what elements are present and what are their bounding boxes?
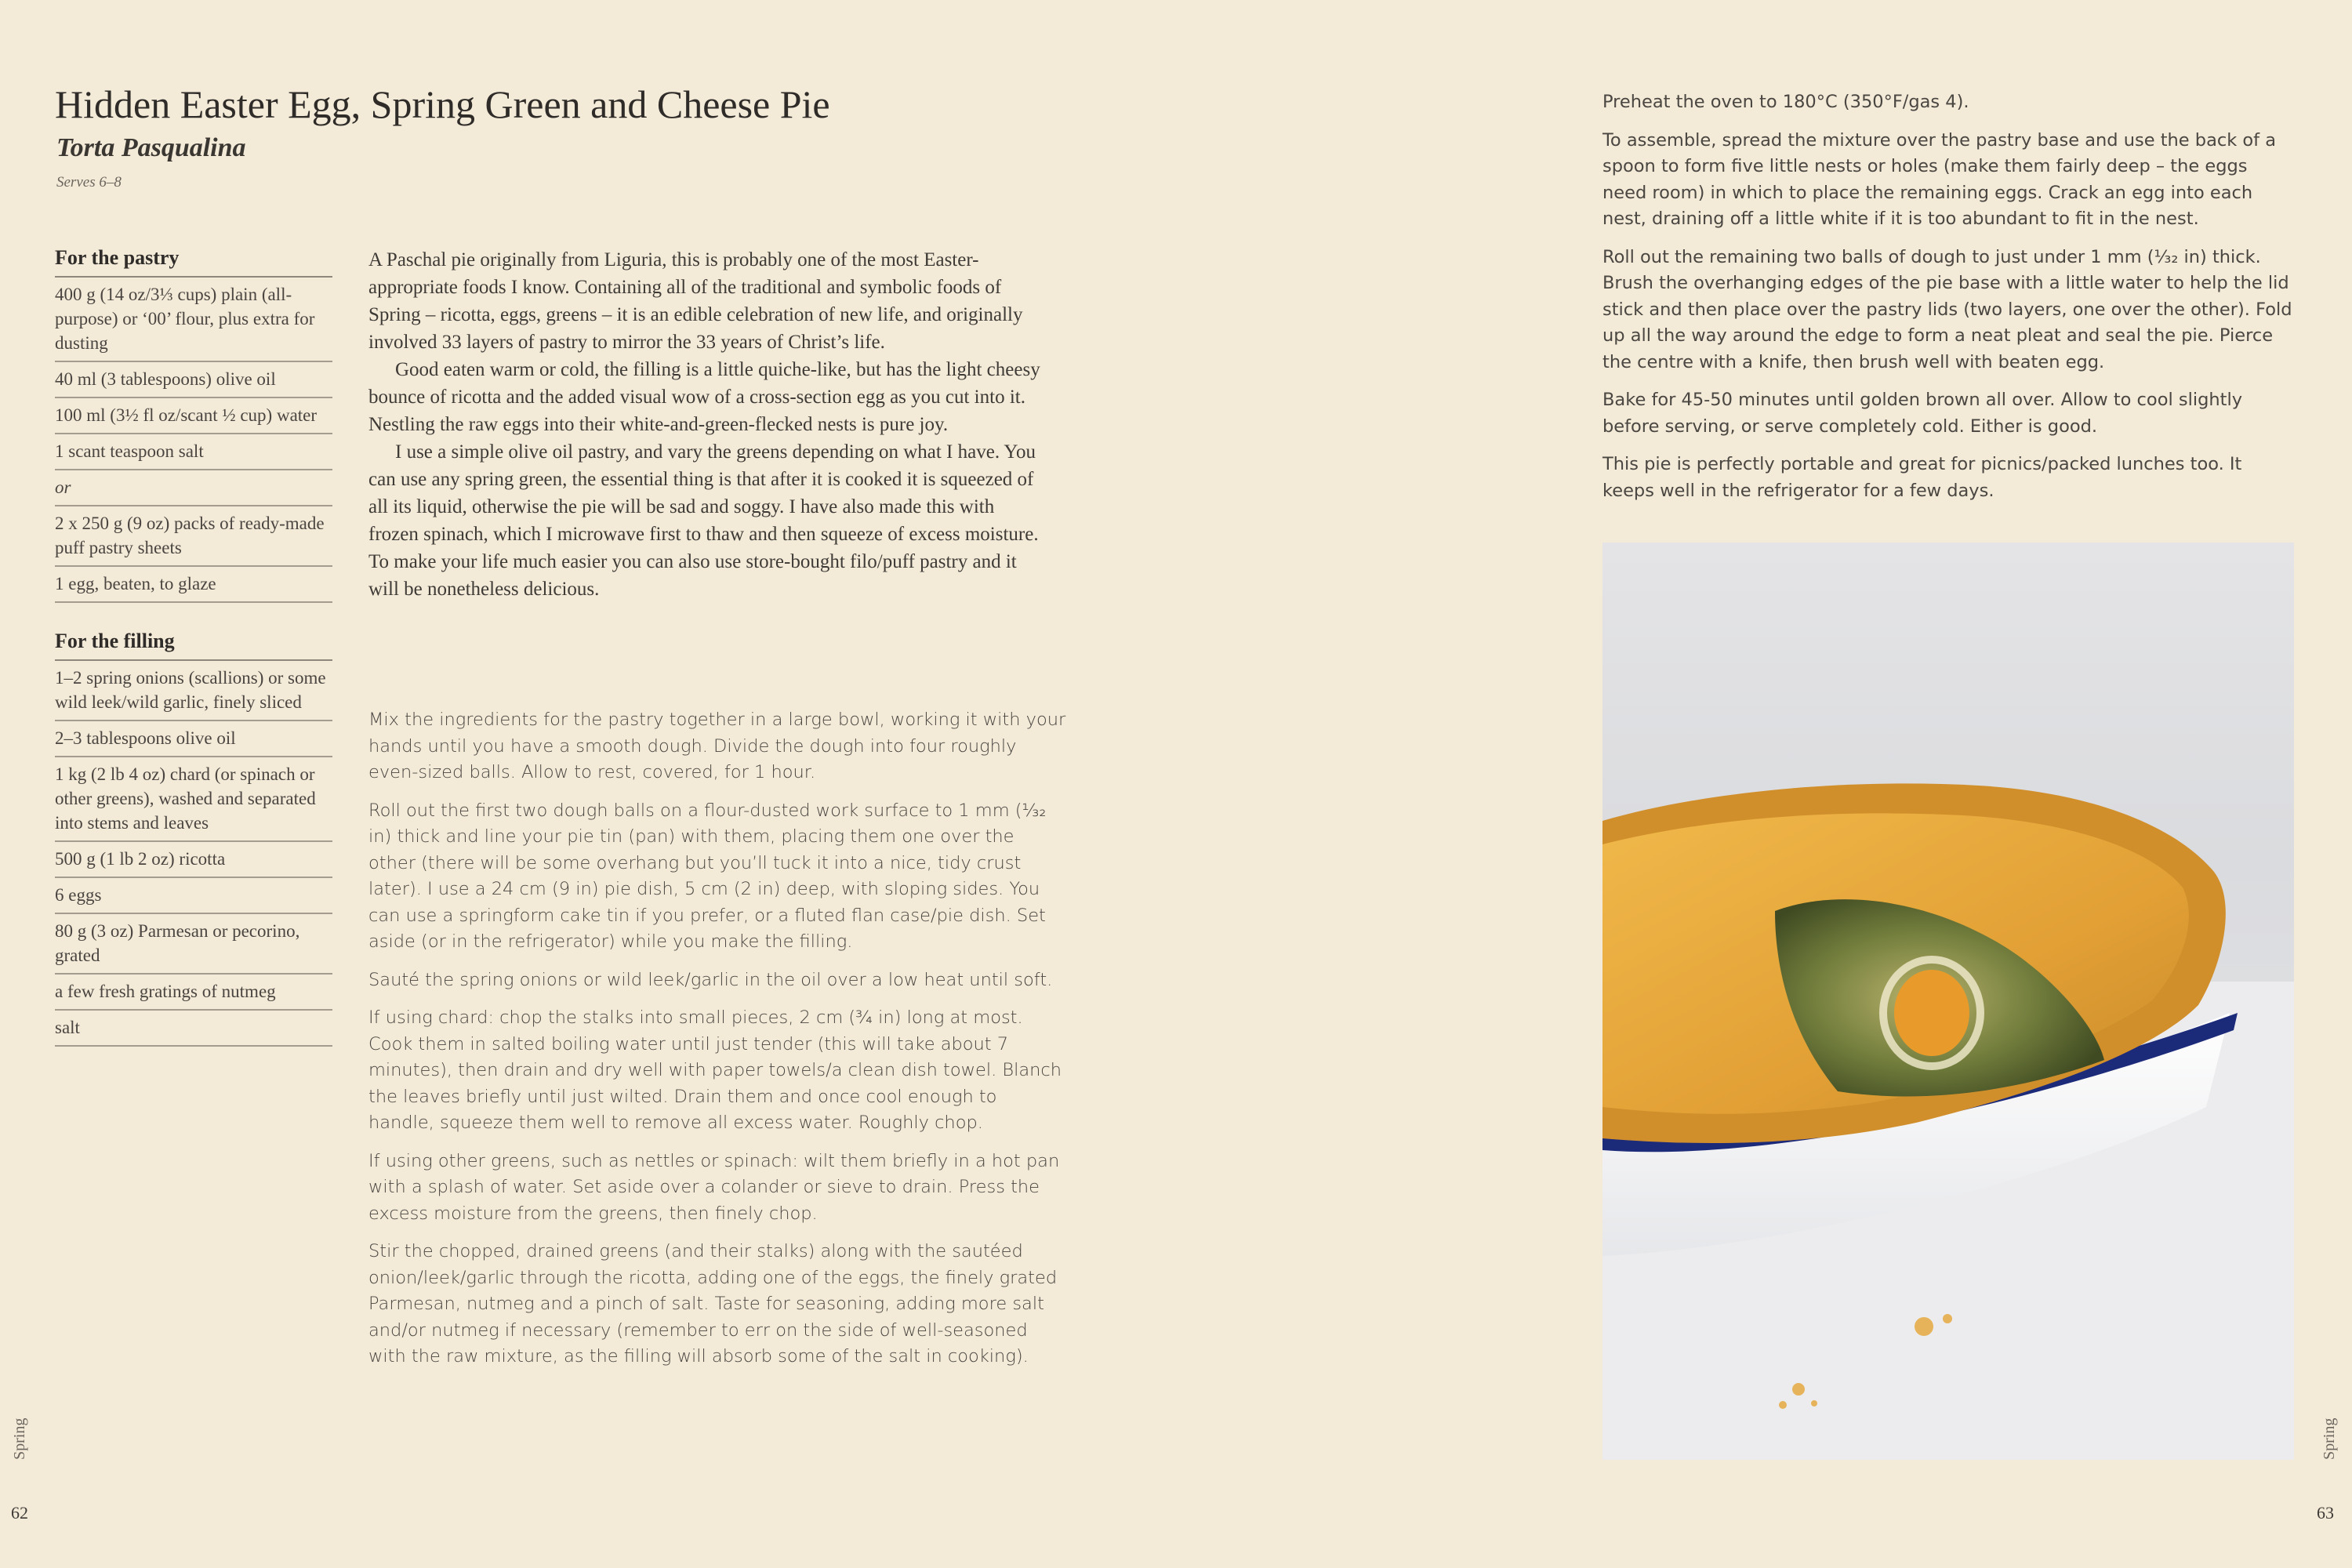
ingredient-item: 80 g (3 oz) Parmesan or pecorino, grated [55,914,332,975]
section-tab-right: Spring [2321,1417,2338,1460]
method-step: Roll out the remaining two balls of dough to just under 1 mm (¹⁄₃₂ in) thick. Brush the overhanging edges of the pie base with a little water to help the lid stick and then place over the pastry lids (two layers, one over the other). Fold up all the way around the edge to form a neat pleat and seal the pie. Pierce the centre with a knife, then brush well with beaten egg. [1602,246,2292,372]
method-step: Stir the chopped, drained greens (and their stalks) along with the sautéed onion/leek/garlic through the ricotta, adding one of the eggs, the finely grated Parmesan, nutmeg and a pinch of salt. Taste for seasoning, adding more salt and/or nutmeg if necessary (remember to err on the side of well-seasoned with the raw mixture, as the filling will absorb some of the salt in cooking). [368,1241,1058,1367]
pastry-heading: For the pastry [55,243,332,278]
hidden-egg [1894,970,1969,1056]
crumb [1811,1400,1817,1406]
intro-paragraph: A Paschal pie originally from Liguria, this is probably one of the most Easter-appropriate foods I know. Containing all of the traditional and symbolic foods of Spring – ricotta, eggs, greens – it is an edible celebration of new life, and originally involved 33 layers of pastry to mirror the 33 years of Christ’s life. [368,249,1023,353]
ingredient-item: salt [55,1011,332,1047]
crumb [1915,1317,1933,1336]
method-step: Sauté the spring onions or wild leek/garlic in the oil over a low heat until soft. [368,969,1053,990]
recipe-subtitle: Torta Pasqualina [56,133,246,162]
method-step: Preheat the oven to 180°C (350°F/gas 4). [1602,92,1969,112]
page-number-right: 63 [2317,1503,2334,1523]
ingredient-item: 400 g (14 oz/3⅓ cups) plain (all-purpose) or ‘00’ flour, plus extra for dusting [55,278,332,362]
method-step: To assemble, spread the mixture over the pastry base and use the back of a spoon to form five little nests or holes (make them fairly deep – the eggs need room) in which to place the remaining eggs. Crack an egg into each nest, draining off a little white if it is too abundant to fit in the nest. [1602,129,2277,229]
method-step: If using chard: chop the stalks into small pieces, 2 cm (¾ in) long at most. Cook them in salted boiling water until just tender (this will take about 7 minutes), then drain and dry well with paper towels/a clean dish towel. Blanch the leaves briefly until just wilted. Drain them and once cool enough to handle, squeeze them well to remove all excess water. Roughly chop. [368,1007,1062,1133]
crumb [1792,1383,1805,1396]
spacer [55,603,332,626]
ingredient-item: 2 x 250 g (9 oz) packs of ready-made puff pastry sheets [55,506,332,567]
method-step: This pie is perfectly portable and great for picnics/packed lunches too. It keeps well in the refrigerator for a few days. [1602,454,2242,501]
ingredient-item: 2–3 tablespoons olive oil [55,721,332,757]
ingredient-item: 1 egg, beaten, to glaze [55,567,332,603]
crumb [1943,1314,1952,1323]
ingredient-alternative: or [55,470,332,506]
recipe-title: Hidden Easter Egg, Spring Green and Cheese Pie [55,82,830,126]
method-column-right [1602,89,2292,516]
method-step: Roll out the first two dough balls on a flour-dusted work surface to 1 mm (¹⁄₃₂ in) thick and line your pie tin (pan) with them, placing them one over the other (there will be some overhang but you’ll tuck it into a nice, tidy crust later). I use a 24 cm (9 in) pie dish, 5 cm (2 in) deep, with sloping sides. You can use a springform cake tin if you prefer, or a fluted flan case/pie dish. Set aside (or in the refrigerator) while you make the filling. [368,800,1047,952]
method-step: If using other greens, such as nettles or spinach: wilt them briefly in a hot pan with a splash of water. Set aside over a colander or sieve to drain. Press the excess moisture from the greens, then finely chop. [368,1150,1060,1224]
pastry-ingredient-list [55,278,332,603]
method-step: Bake for 45-50 minutes until golden brown all over. Allow to cool slightly before serving, or serve completely cold. Either is good. [1602,390,2243,437]
crumb [1779,1401,1787,1409]
pie-photo [1602,543,2294,1460]
ingredient-item: 500 g (1 lb 2 oz) ricotta [55,842,332,878]
serves-label: Serves 6–8 [56,174,122,191]
recipe-intro [368,246,1043,603]
ingredient-item: 40 ml (3 tablespoons) olive oil [55,362,332,398]
method-column-left [368,707,1066,1382]
filling-heading: For the filling [55,626,332,661]
filling-ingredient-list [55,661,332,1047]
ingredient-item: 1 scant teaspoon salt [55,434,332,470]
ingredient-item: a few fresh gratings of nutmeg [55,975,332,1011]
section-tab-left: Spring [11,1417,28,1460]
ingredient-item: 100 ml (3½ fl oz/scant ½ cup) water [55,398,332,434]
intro-paragraph: I use a simple olive oil pastry, and vary the greens depending on what I have. You can use any spring green, the essential thing is that after it is cooked it is squeezed of all its liquid, otherwise the pie will be sad and soggy. I have also made this with frozen spinach, which I microwave first to thaw and then squeeze of excess moisture. To make your life much easier you can also use store-bought filo/puff pastry and it will be nonetheless delicious. [368,441,1039,600]
right-page [1176,0,2352,1568]
intro-paragraph: Good eaten warm or cold, the filling is a little quiche-like, but has the light cheesy bounce of ricotta and the added visual wow of a cross-section egg as you cut into it. Nestling the raw eggs into their white-and-green-flecked nests is pure joy. [368,359,1040,435]
ingredient-item: 1 kg (2 lb 4 oz) chard (or spinach or other greens), washed and separated into stems and leaves [55,757,332,842]
ingredient-item: 6 eggs [55,878,332,914]
ingredients-column [55,243,332,1047]
page-number-left: 62 [11,1503,28,1523]
method-step: Mix the ingredients for the pastry together in a large bowl, working it with your hands until you have a smooth dough. Divide the dough into four roughly even-sized balls. Allow to rest, covered, for 1 hour. [368,710,1066,782]
ingredient-item: 1–2 spring onions (scallions) or some wild leek/wild garlic, finely sliced [55,661,332,721]
